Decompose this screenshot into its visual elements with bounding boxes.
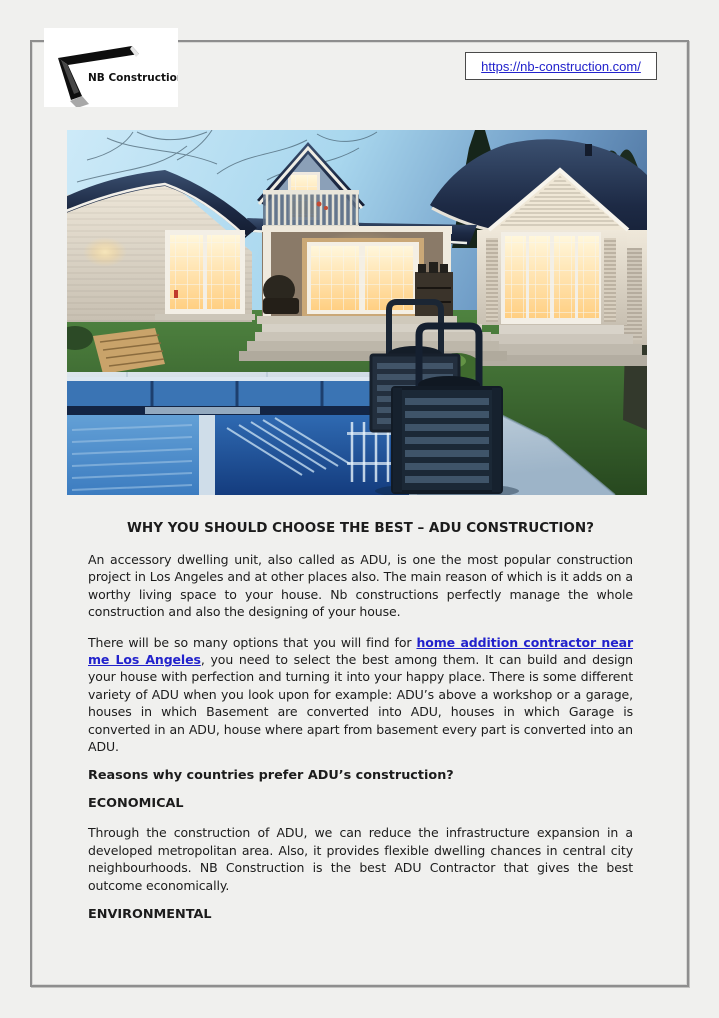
swimming-pool: [67, 377, 417, 495]
balcony: [263, 190, 359, 231]
website-link[interactable]: https://nb-construction.com/: [481, 58, 641, 74]
logo-text: NB Construction: [88, 72, 178, 84]
home-addition-contractor-link[interactable]: home addition contractor near me Los Angeles: [88, 634, 634, 668]
paragraph-options: [88, 634, 633, 756]
paragraph-options-after: , you need to select the best among them. It can build and design your house with perfection and turning it into your happy place. There is some different variety of ADU when you look upon for example: ADU’s above a workshop or a garage, houses in which Basement are converted into ADU, houses in which Garage is converted in an ADU, house where apart from basement every part is converted into an ADU.: [88, 652, 633, 755]
paragraph-intro: An accessory dwelling unit, also called as ADU, is one the most popular construction project in Los Angeles and at other places also. The main reason of which is it adds on a worthy living space to your house. Nb constructions perfectly manage the whole construction and also the designing of your house.: [88, 552, 633, 620]
subheading-economical: ECONOMICAL: [88, 796, 184, 812]
house-photo-illustration: [67, 130, 647, 495]
logo-graphic: [44, 28, 178, 107]
paragraph-economical: Through the construction of ADU, we can reduce the infrastructure expansion in a developed metropolitan area. Also, it provides flexible dwelling chances in central city neighbourhoods. NB Construction is the best ADU Contractor that gives the best outcome economically.: [88, 825, 633, 893]
page-title: WHY YOU SHOULD CHOOSE THE BEST – ADU CONSTRUCTION?: [127, 520, 594, 536]
article: [88, 520, 633, 935]
paragraph-options-before: There will be so many options that you will find for: [88, 634, 417, 650]
subheading-reasons: Reasons why countries prefer ADU’s construction?: [88, 768, 454, 784]
company-logo: [44, 28, 178, 107]
house-photo: [67, 130, 647, 495]
logo-ruler-top-arm: [58, 46, 139, 65]
subheading-environmental: ENVIRONMENTAL: [88, 907, 212, 923]
website-link-box: [465, 52, 657, 80]
